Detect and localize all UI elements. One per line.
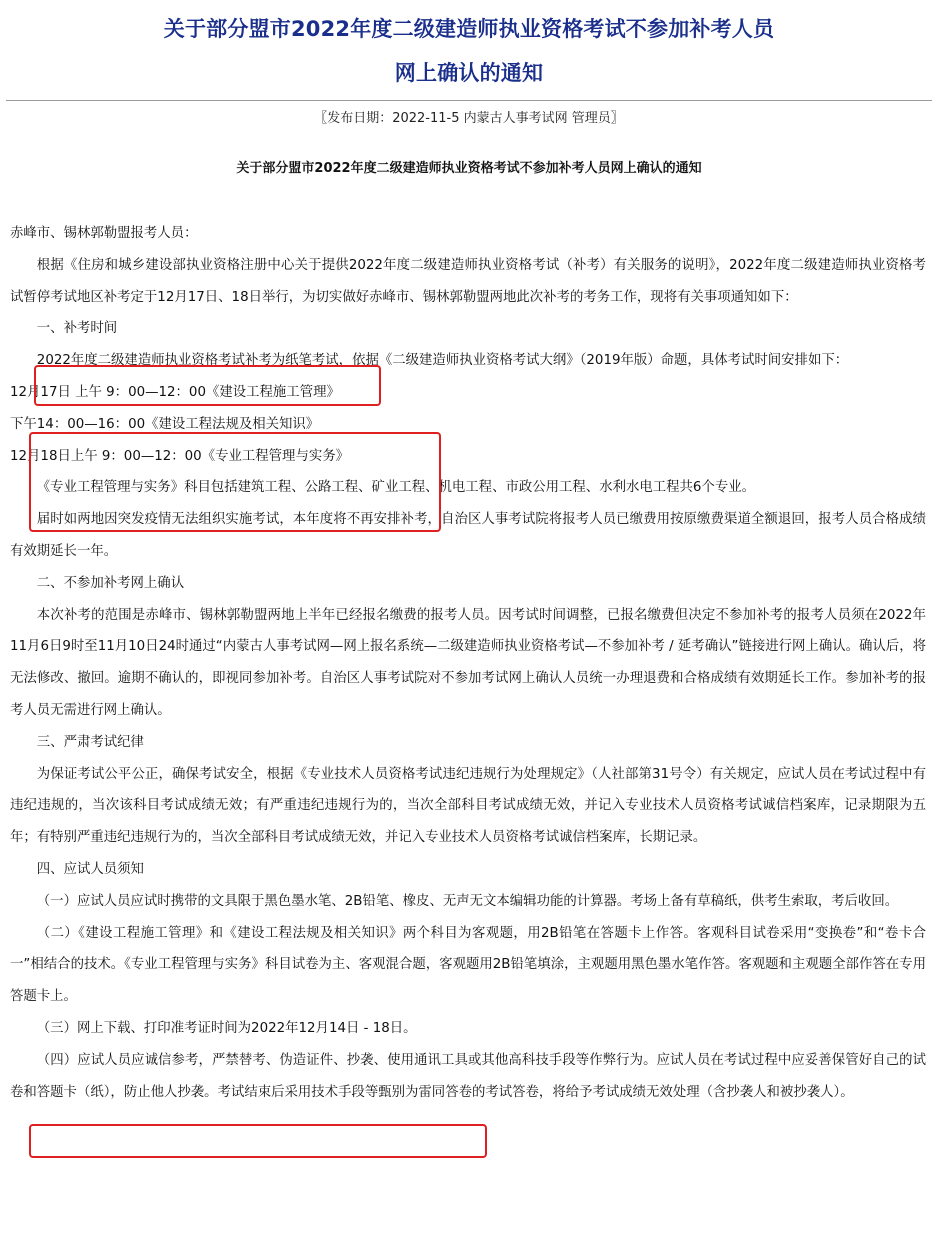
intro-paragraph: 根据《住房和城乡建设部执业资格注册中心关于提供2022年度二级建造师执业资格考试（补考）有关服务的说明》，2022年度二级建造师执业资格考试暂停考试地区补考定于12月17日、18日举行，为切实做好赤峰市、锡林郭勒盟两地此次补考的考务工作，现将有关事项通知如下： [10,257,926,305]
greeting: 赤峰市、锡林郭勒盟报考人员： [10,226,198,241]
publish-info: 〖发布日期：2022-11-5 内蒙古人事考试网 管理员〗 [314,111,624,126]
notice-title-line2: 网上确认的通知 [394,61,544,85]
section4-item-3: （三）网上下载、打印准考证时间为2022年12月14日 - 18日。 [36,1020,417,1036]
section1-specialties: 《专业工程管理与实务》科目包括建筑工程、公路工程、矿业工程、机电工程、市政公用工程、水利水电工程共6个专业。 [36,480,756,496]
highlight-box-admission-ticket [29,1124,487,1158]
section4-item-1: （一）应试人员应试时携带的文具限于黑色墨水笔、2B铅笔、橡皮、无声无文本编辑功能的计算器。考场上备有草稿纸，供考生索取，考后收回。 [36,893,899,909]
highlight-box-schedule [29,432,441,532]
article-body [10,218,926,1108]
section4-item-2: （二）《建设工程施工管理》和《建设工程法规及相关知识》两个科目为客观题，用2B铅笔在答题卡上作答。客观科目试卷采用“变换卷”和“卷卡合一”相结合的技术。《专业工程管理与实务》科目试卷为主、客观混合题，客观题用2B铅笔填涂，主观题用黑色墨水笔作答。客观题和主观题全部作答在专用答题卡上。 [10,925,926,1005]
section4-heading: 四、应试人员须知 [36,861,144,877]
title-divider [6,100,932,101]
section2-paragraph: 本次补考的范围是赤峰市、锡林郭勒盟两地上半年已经报名缴费的报考人员。因考试时间调整，已报名缴费但决定不参加补考的报考人员须在2022年11月6日9时至11月10日24时通过“内蒙古人事考试网—网上报名系统—二级建造师执业资格考试—不参加补考 / 延考确认”链接进行网上确认。确认后，将无法修改、撤回。逾期不确认的，即视同参加补考。自治区人事考试院对不参加考试网上确认人员统一办理退费和合格成绩有效期延长工作。参加补考的报考人员无需进行网上确认。 [10,607,926,718]
section3-heading: 三、严肃考试纪律 [36,734,144,750]
section2-heading: 二、不参加补考网上确认 [36,575,185,591]
schedule-row-1: 12月17日 上午 9：00—12：00《建设工程施工管理》 [10,384,340,400]
section3-paragraph: 为保证考试公平公正，确保考试安全，根据《专业技术人员资格考试违纪违规行为处理规定》（人社部第31号令）有关规定，应试人员在考试过程中有违纪违规的，当次该科目考试成绩无效；有严重违纪违规行为的，当次全部科目考试成绩无效，并记入专业技术人员资格考试诚信档案库，记录期限为五年；有特别严重违纪违规行为的，当次全部科目考试成绩无效，并记入专业技术人员资格考试诚信档案库，长期记录。 [10,766,926,846]
section1-paragraph: 2022年度二级建造师执业资格考试补考为纸笔考试，依据《二级建造师执业资格考试大纲》（2019年版）命题，具体考试时间安排如下： [36,353,849,369]
section1-heading: 一、补考时间 [36,321,118,337]
section1-contingency: 届时如两地因突发疫情无法组织实施考试，本年度将不再安排补考，自治区人事考试院将报考人员已缴费用按原缴费渠道全额退回，报考人员合格成绩有效期延长一年。 [10,512,926,559]
section4-item-4: （四）应试人员应诚信参考，严禁替考、伪造证件、抄袭、使用通讯工具或其他高科技手段等作弊行为。应试人员在考试过程中应妥善保管好自己的试卷和答题卡（纸），防止他人抄袭。考试结束后采用技术手段等甄别为雷同答卷的考试答卷，将给予考试成绩无效处理（含抄袭人和被抄袭人）。 [10,1052,926,1100]
article-subtitle: 关于部分盟市2022年度二级建造师执业资格考试不参加补考人员网上确认的通知 [236,161,702,176]
schedule-row-3: 12月18日上午 9：00—12：00《专业工程管理与实务》 [10,448,350,464]
schedule-row-2: 下午14：00—16：00《建设工程法规及相关知识》 [10,416,320,432]
highlight-box-exam-format [34,365,381,406]
notice-title-line1: 关于部分盟市2022年度二级建造师执业资格考试不参加补考人员 [163,17,775,41]
